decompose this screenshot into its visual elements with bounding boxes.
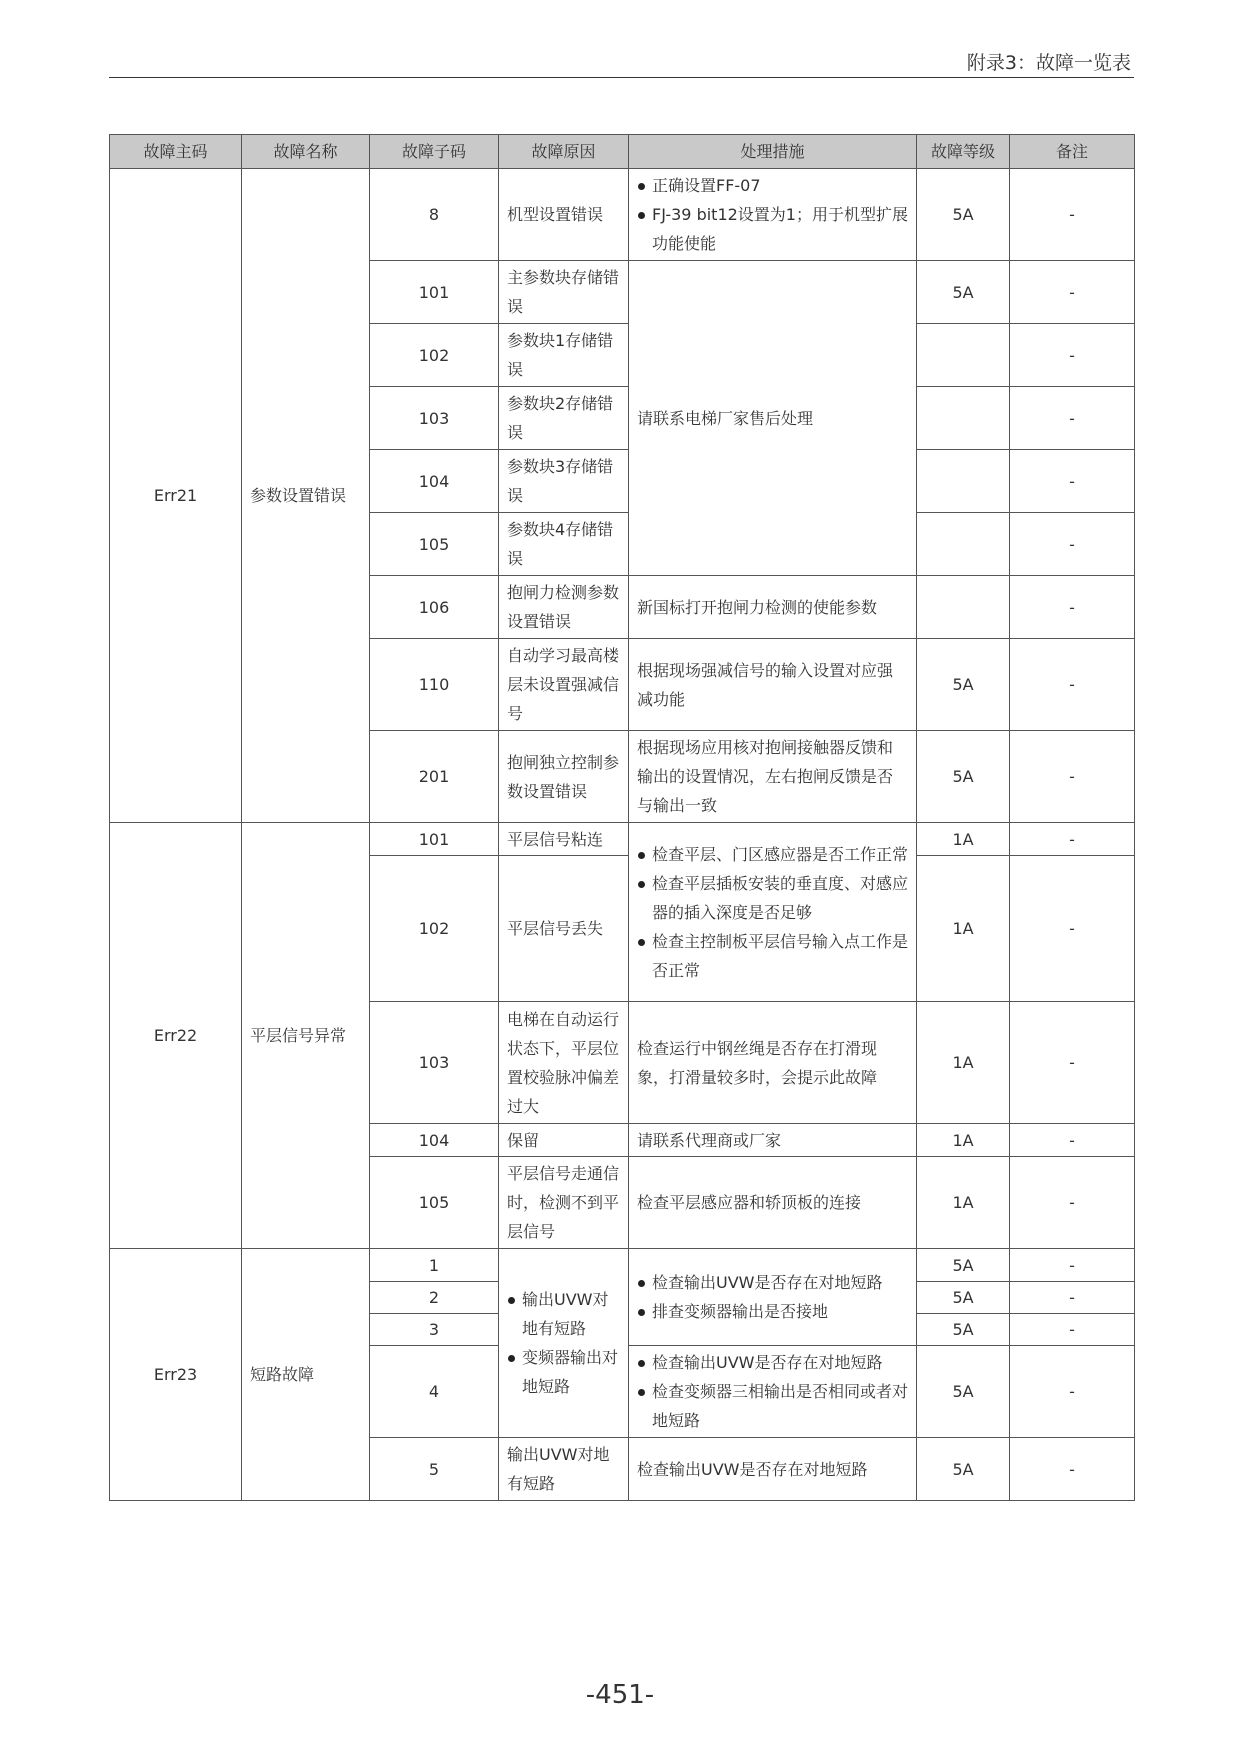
header-rule xyxy=(109,77,1134,78)
level-cell: 1A xyxy=(917,823,1010,856)
level-cell: 5A xyxy=(917,731,1010,823)
list-item: 变频器输出对地短路 xyxy=(507,1343,620,1401)
measure-cell: 检查平层感应器和轿顶板的连接 xyxy=(629,1157,917,1249)
sub-code-cell: 201 xyxy=(370,731,499,823)
note-cell: - xyxy=(1010,731,1135,823)
list-item: 检查变频器三相输出是否相同或者对地短路 xyxy=(637,1377,908,1435)
measure-cell xyxy=(629,823,917,1002)
list-item: 检查主控制板平层信号输入点工作是否正常 xyxy=(637,927,908,985)
note-cell: - xyxy=(1010,324,1135,387)
level-cell: 1A xyxy=(917,856,1010,1002)
level-cell: 5A xyxy=(917,169,1010,261)
column-header: 故障名称 xyxy=(242,135,370,169)
sub-code-cell: 102 xyxy=(370,324,499,387)
level-cell: 5A xyxy=(917,261,1010,324)
sub-code-cell: 1 xyxy=(370,1249,499,1282)
sub-code-cell: 104 xyxy=(370,1124,499,1157)
sub-code-cell: 106 xyxy=(370,576,499,639)
note-cell: - xyxy=(1010,856,1135,1002)
level-cell: 5A xyxy=(917,1438,1010,1501)
cause-cell: 主参数块存储错误 xyxy=(499,261,629,324)
level-cell: 5A xyxy=(917,1346,1010,1438)
list-item: 检查输出UVW是否存在对地短路 xyxy=(637,1348,908,1377)
cause-cell: 保留 xyxy=(499,1124,629,1157)
list-item: 检查平层、门区感应器是否工作正常 xyxy=(637,840,908,869)
sub-code-cell: 101 xyxy=(370,823,499,856)
cause-cell: 参数块1存储错误 xyxy=(499,324,629,387)
note-cell: - xyxy=(1010,1346,1135,1438)
cause-cell: 机型设置错误 xyxy=(499,169,629,261)
cause-cell xyxy=(499,1249,629,1438)
table-row xyxy=(110,1249,1135,1282)
measure-cell: 根据现场应用核对抱闸接触器反馈和输出的设置情况，左右抱闸反馈是否与输出一致 xyxy=(629,731,917,823)
list-item: 正确设置FF-07 xyxy=(637,171,908,200)
sub-code-cell: 102 xyxy=(370,856,499,1002)
page-header-title: 附录3：故障一览表 xyxy=(966,52,1131,74)
page-number: -451- xyxy=(585,1680,655,1710)
column-header: 故障主码 xyxy=(110,135,242,169)
column-header: 故障等级 xyxy=(917,135,1010,169)
sub-code-cell: 105 xyxy=(370,1157,499,1249)
sub-code-cell: 8 xyxy=(370,169,499,261)
level-cell: 1A xyxy=(917,1157,1010,1249)
note-cell: - xyxy=(1010,823,1135,856)
note-cell: - xyxy=(1010,450,1135,513)
fault-name-cell: 平层信号异常 xyxy=(242,823,370,1249)
level-cell xyxy=(917,450,1010,513)
note-cell: - xyxy=(1010,639,1135,731)
level-cell: 5A xyxy=(917,1314,1010,1346)
list-item: 检查平层插板安装的垂直度、对感应器的插入深度是否足够 xyxy=(637,869,908,927)
sub-code-cell: 2 xyxy=(370,1282,499,1314)
measure-cell xyxy=(629,169,917,261)
note-cell: - xyxy=(1010,513,1135,576)
sub-code-cell: 4 xyxy=(370,1346,499,1438)
note-cell: - xyxy=(1010,1157,1135,1249)
cause-cell: 抱闸力检测参数设置错误 xyxy=(499,576,629,639)
cause-cell: 参数块2存储错误 xyxy=(499,387,629,450)
note-cell: - xyxy=(1010,169,1135,261)
level-cell: 5A xyxy=(917,639,1010,731)
sub-code-cell: 105 xyxy=(370,513,499,576)
table-header-row xyxy=(110,135,1135,169)
level-cell: 1A xyxy=(917,1124,1010,1157)
list-item: 输出UVW对地有短路 xyxy=(507,1285,620,1343)
measure-cell: 请联系代理商或厂家 xyxy=(629,1124,917,1157)
level-cell xyxy=(917,387,1010,450)
cause-cell: 自动学习最高楼层未设置强减信号 xyxy=(499,639,629,731)
measure-cell: 检查输出UVW是否存在对地短路 xyxy=(629,1438,917,1501)
cause-cell: 电梯在自动运行状态下，平层位置校验脉冲偏差过大 xyxy=(499,1002,629,1124)
level-cell: 1A xyxy=(917,1002,1010,1124)
level-cell xyxy=(917,576,1010,639)
fault-name-cell: 短路故障 xyxy=(242,1249,370,1501)
sub-code-cell: 3 xyxy=(370,1314,499,1346)
level-cell xyxy=(917,324,1010,387)
fault-table xyxy=(109,134,1135,1501)
note-cell: - xyxy=(1010,1282,1135,1314)
cause-cell: 输出UVW对地有短路 xyxy=(499,1438,629,1501)
measure-cell: 检查运行中钢丝绳是否存在打滑现象，打滑量较多时，会提示此故障 xyxy=(629,1002,917,1124)
level-cell: 5A xyxy=(917,1282,1010,1314)
column-header: 处理措施 xyxy=(629,135,917,169)
sub-code-cell: 103 xyxy=(370,387,499,450)
list-item: 检查输出UVW是否存在对地短路 xyxy=(637,1268,908,1297)
main-code-cell: Err23 xyxy=(110,1249,242,1501)
sub-code-cell: 104 xyxy=(370,450,499,513)
column-header: 备注 xyxy=(1010,135,1135,169)
cause-cell: 平层信号丢失 xyxy=(499,856,629,1002)
measure-cell xyxy=(629,1249,917,1346)
cause-cell: 抱闸独立控制参数设置错误 xyxy=(499,731,629,823)
table-row xyxy=(110,169,1135,261)
column-header: 故障原因 xyxy=(499,135,629,169)
measure-cell: 请联系电梯厂家售后处理 xyxy=(629,261,917,576)
sub-code-cell: 5 xyxy=(370,1438,499,1501)
note-cell: - xyxy=(1010,1249,1135,1282)
note-cell: - xyxy=(1010,576,1135,639)
level-cell: 5A xyxy=(917,1249,1010,1282)
note-cell: - xyxy=(1010,1124,1135,1157)
level-cell xyxy=(917,513,1010,576)
note-cell: - xyxy=(1010,1314,1135,1346)
cause-cell: 参数块4存储错误 xyxy=(499,513,629,576)
note-cell: - xyxy=(1010,1438,1135,1501)
sub-code-cell: 110 xyxy=(370,639,499,731)
sub-code-cell: 101 xyxy=(370,261,499,324)
table-row xyxy=(110,823,1135,856)
cause-cell: 平层信号粘连 xyxy=(499,823,629,856)
sub-code-cell: 103 xyxy=(370,1002,499,1124)
main-code-cell: Err21 xyxy=(110,169,242,823)
note-cell: - xyxy=(1010,387,1135,450)
column-header: 故障子码 xyxy=(370,135,499,169)
note-cell: - xyxy=(1010,261,1135,324)
main-code-cell: Err22 xyxy=(110,823,242,1249)
cause-cell: 平层信号走通信时，检测不到平层信号 xyxy=(499,1157,629,1249)
measure-cell: 新国标打开抱闸力检测的使能参数 xyxy=(629,576,917,639)
list-item: 排查变频器输出是否接地 xyxy=(637,1297,908,1326)
measure-cell: 根据现场强减信号的输入设置对应强减功能 xyxy=(629,639,917,731)
list-item: FJ-39 bit12设置为1；用于机型扩展功能使能 xyxy=(637,200,908,258)
cause-cell: 参数块3存储错误 xyxy=(499,450,629,513)
measure-cell xyxy=(629,1346,917,1438)
fault-name-cell: 参数设置错误 xyxy=(242,169,370,823)
note-cell: - xyxy=(1010,1002,1135,1124)
